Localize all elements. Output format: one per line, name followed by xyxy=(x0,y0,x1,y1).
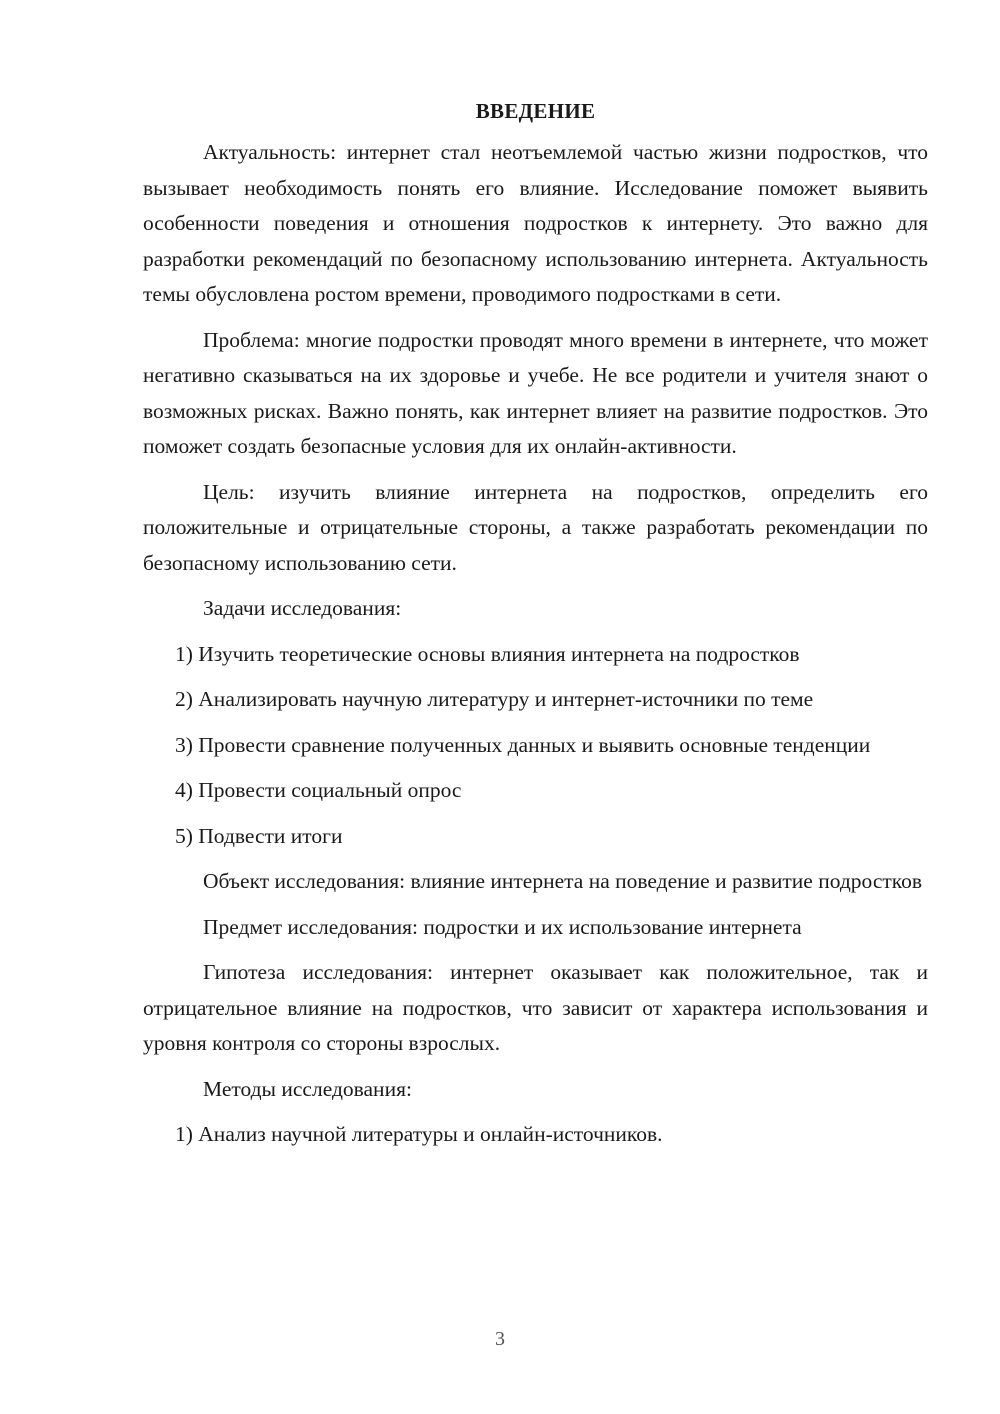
hypothesis-paragraph: Гипотеза исследования: интернет оказывает как положительное, так и отрицательное влияние на подростков, что зависит от характера использования и уровня контроля со стороны взрослых. xyxy=(143,960,928,1055)
task-item-1: 1) Изучить теоретические основы влияния интернета на подростков xyxy=(175,641,800,666)
task-item-5: 5) Подвести итоги xyxy=(175,823,343,848)
task-item-3: 3) Провести сравнение полученных данных и выявить основные тенденции xyxy=(175,732,871,757)
page-number: 3 xyxy=(495,1328,505,1350)
tasks-heading: Задачи исследования: xyxy=(203,596,402,620)
problem-paragraph: Проблема: многие подростки проводят много времени в интернете, что может негативно сказываться на их здоровье и учебе. Не все родители и учителя знают о возможных рисках. Важно понять, как интернет влияет на развитие подростков. Это поможет создать безопасные условия для их онлайн-активности. xyxy=(143,327,928,458)
method-item-1: 1) Анализ научной литературы и онлайн-источников. xyxy=(175,1122,663,1146)
task-item-2: 2) Анализировать научную литературу и интернет-источники по теме xyxy=(175,687,814,711)
document-page xyxy=(143,93,928,1163)
subject-paragraph: Предмет исследования: подростки и их использование интернета xyxy=(203,914,802,939)
methods-heading: Методы исследования: xyxy=(203,1076,412,1101)
object-paragraph: Объект исследования: влияние интернета на поведение и развитие подростков xyxy=(203,869,923,893)
task-item-4: 4) Провести социальный опрос xyxy=(175,778,462,802)
section-title: ВВЕДЕНИЕ xyxy=(475,99,596,123)
relevance-paragraph: Актуальность: интернет стал неотъемлемой частью жизни подростков, что вызывает необходимость понять его влияние. Исследование поможет выявить особенности поведения и отношения подростков к интернету. Это важно для разработки рекомендаций по безопасному использованию интернета. Актуальность темы обусловлена ростом времени, проводимого подростками в сети. xyxy=(143,140,928,306)
goal-paragraph: Цель: изучить влияние интернета на подростков, определить его положительные и отрицательные стороны, а также разработать рекомендации по безопасному использованию сети. xyxy=(143,479,928,575)
